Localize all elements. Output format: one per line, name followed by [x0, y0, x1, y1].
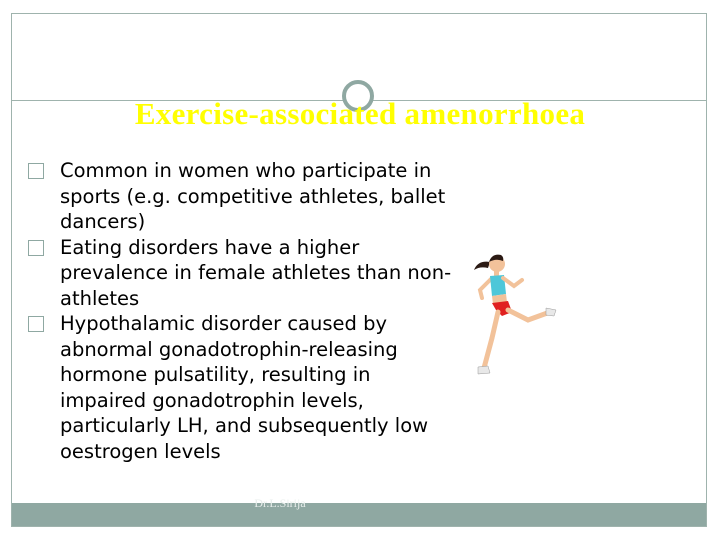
- bullet-text: Hypothalamic disorder caused by abnormal gonadotrophin-releasing hormone pulsatility, resulting in impaired gonadotrophin levels, particularly LH, and subsequently low oestrogen levels: [60, 312, 429, 463]
- bullet-item: [28, 158, 458, 235]
- bullet-item: [28, 311, 458, 464]
- checkbox-bullet-icon: [28, 316, 44, 332]
- bullet-text: Eating disorders have a higher prevalence in female athletes than non-athletes: [60, 235, 452, 310]
- footer-author: Dr.L.Sirija: [254, 496, 306, 510]
- bullet-text: Common in women who participate in sports (e.g. competitive athletes, ballet dancers): [60, 159, 446, 233]
- checkbox-bullet-icon: [28, 240, 44, 256]
- checkbox-bullet-icon: [28, 163, 44, 179]
- bullet-item: [28, 235, 458, 312]
- bullet-list: [28, 158, 458, 464]
- slide-title: Exercise-associated amenorrhoea: [134, 96, 586, 131]
- runner-image: [470, 250, 560, 385]
